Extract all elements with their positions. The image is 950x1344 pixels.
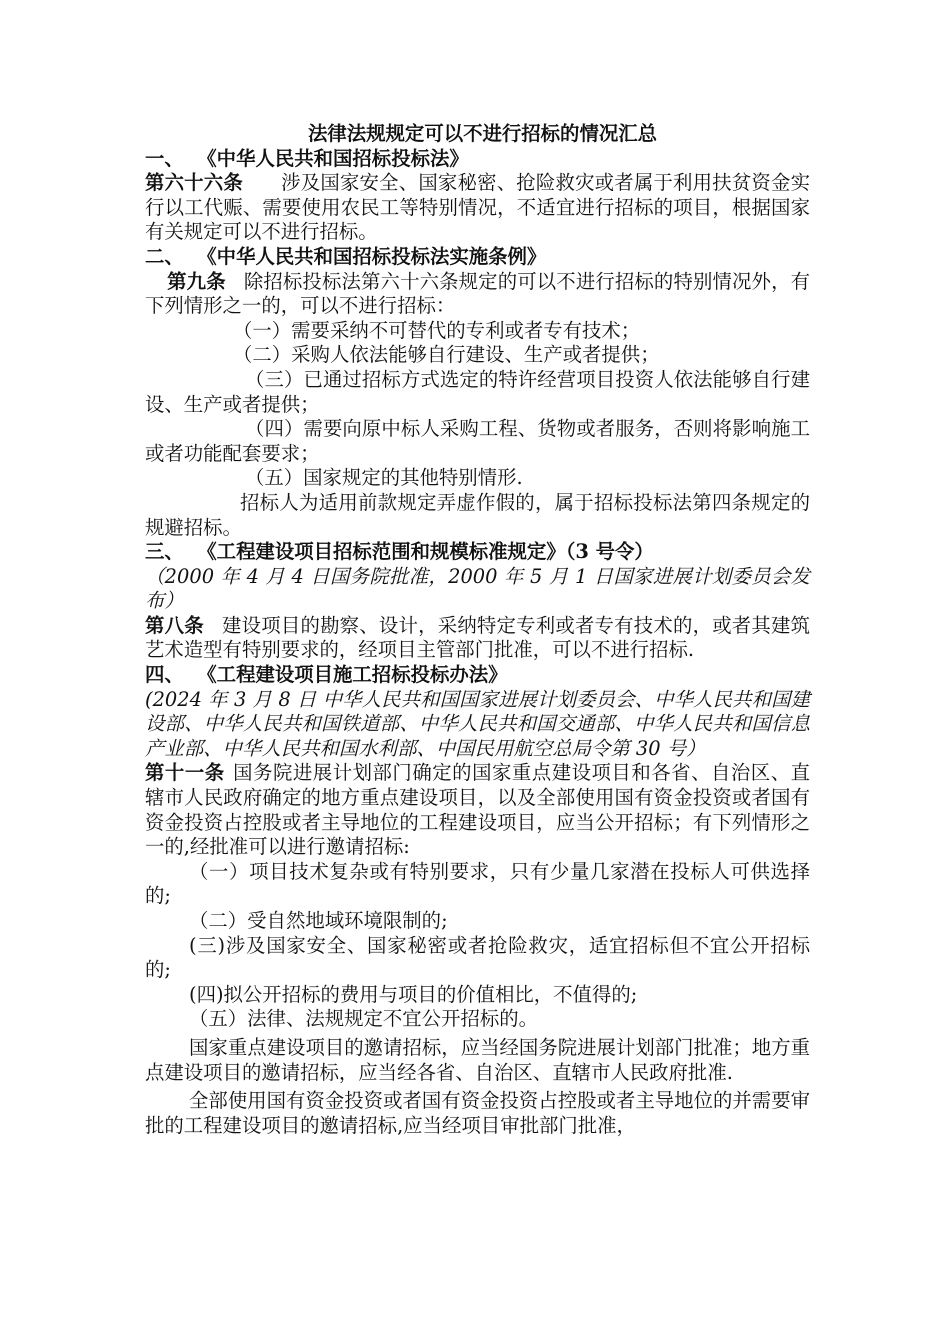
approval-note: （2000 年 4 月 4 日国务院批准，2000 年 5 月 1 日国家进展计划委员会发布） — [145, 564, 810, 613]
section-heading-1: 一、 《中华人民共和国招标投标法》 — [145, 146, 469, 170]
section-heading-3: 三、 《工程建设项目招标范围和规模标准规定》（3 号令） — [145, 540, 654, 564]
closing-paragraph: 招标人为适用前款规定弄虚作假的，属于招标投标法第四条规定的规避招标。 — [145, 490, 810, 539]
section-heading-2: 二、 《中华人民共和国招标投标法实施条例》 — [145, 244, 547, 268]
article-66 — [145, 171, 810, 245]
list-item: （三）已通过招标方式选定的特许经营项目投资人依法能够自行建设、生产或者提供； — [145, 367, 810, 416]
issuer-note: (2024 年 3 月 8 日 中华人民共和国国家进展计划委员会、中华人民共和国建设部、中华人民共和国铁道部、中华人民共和国交通部、中华人民共和国信息产业部、中华人民共和国水利部、中国民用航空总局令第 30 号） — [145, 687, 810, 760]
body-paragraph: 国家重点建设项目的邀请招标，应当经国务院进展计划部门批准；地方重点建设项目的邀请招标，应当经各省、自治区、直辖市人民政府批准. — [145, 1035, 810, 1084]
list-item: (四)拟公开招标的费用与项目的价值相比，不值得的; — [189, 982, 638, 1006]
list-item: （一）项目技术复杂或有特别要求，只有少量几家潜在投标人可供选择的; — [145, 859, 810, 908]
list-item: （五）法律、法规规定不宜公开招标的。 — [189, 1007, 539, 1031]
document-title: 法律法规规定可以不进行招标的情况汇总 — [307, 122, 658, 145]
article-text: 国务院进展计划部门确定的国家重点建设项目和各省、自治区、直辖市人民政府确定的地方重点建设项目，以及全部使用国有资金投资或者国有资金投资占控股或者主导地位的工程建设项目，应当公开招标；有下列情形之一的,经批准可以进行邀请招标: — [145, 761, 811, 859]
list-item: （二）采购人依法能够自行建设、生产或者提供； — [233, 343, 660, 367]
list-item: （二）受自然地域环境限制的; — [189, 909, 448, 932]
article-label: 第六十六条 — [145, 171, 243, 195]
article-text: 除招标投标法第六十六条规定的可以不进行招标的特别情况外，有下列情形之一的，可以不进行招标： — [145, 269, 811, 318]
list-item: （四）需要向原中标人采购工程、货物或者服务，否则将影响施工或者功能配套要求； — [145, 417, 810, 465]
article-text: 涉及国家安全、国家秘密、抢险救灾或者属于利用扶贫资金实行以工代赈、需要使用农民工等特别情况，不适宜进行招标的项目，根据国家有关规定可以不进行招标。 — [145, 171, 810, 244]
article-8 — [145, 614, 810, 663]
list-item: （一）需要采纳不可替代的专利或者专有技术； — [233, 318, 641, 342]
article-label: 第八条 — [145, 613, 204, 637]
list-item: （五）国家规定的其他特别情形. — [245, 466, 523, 490]
body-paragraph: 全部使用国有资金投资或者国有资金投资占控股或者主导地位的并需要审批的工程建设项目的邀请招标,应当经项目审批部门批准， — [145, 1089, 810, 1137]
document-page — [145, 122, 810, 1138]
list-item: (三)涉及国家安全、国家秘密或者抢险救灾，适宜招标但不宜公开招标的; — [145, 933, 810, 982]
article-9 — [145, 270, 810, 319]
article-label: 第十一条 — [145, 761, 225, 785]
article-text: 建设项目的勘察、设计，采纳特定专利或者专有技术的，或者其建筑艺术造型有特别要求的，经项目主管部门批准，可以不进行招标. — [145, 613, 811, 662]
article-11 — [145, 761, 810, 859]
article-label: 第九条 — [167, 269, 226, 293]
section-heading-4: 四、 《工程建设项目施工招标投标办法》 — [145, 663, 508, 687]
